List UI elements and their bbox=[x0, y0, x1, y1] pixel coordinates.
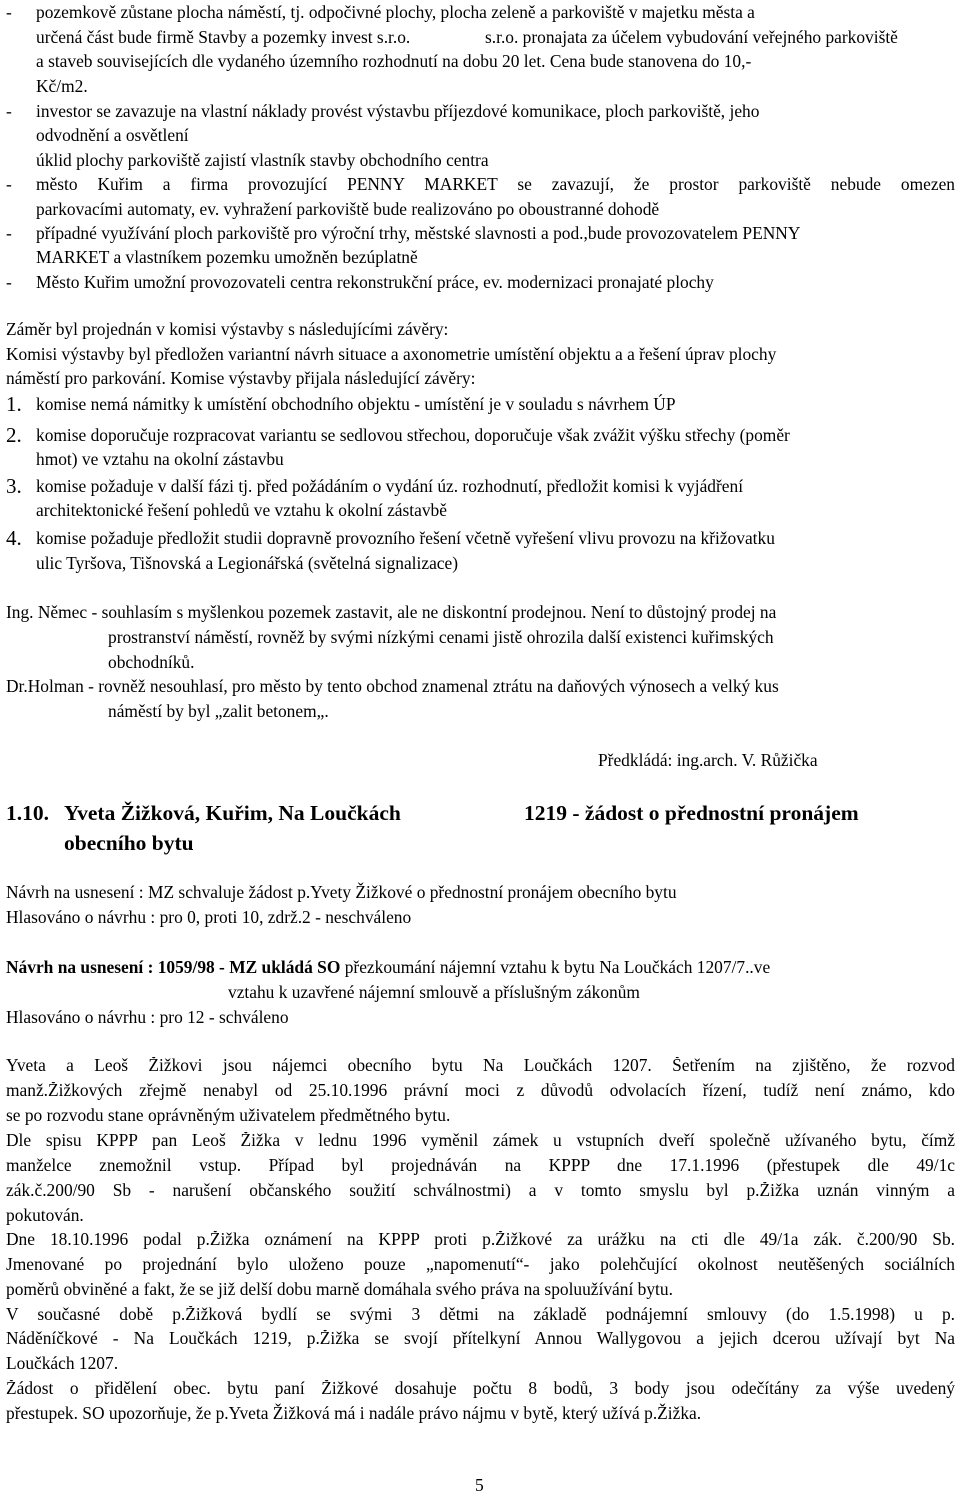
body-line: Jmenované po projednání bylo uloženo pouze „napomenutí“- jako polehčující okolnost neutěšených sociálních bbox=[6, 1256, 955, 1274]
statement-line: obchodníků. bbox=[108, 652, 195, 672]
list-number: 4. bbox=[6, 526, 22, 550]
statement-line: Dr.Holman - rovněž nesouhlasí, pro město by tento obchod znamenal ztrátu na daňových výnosech a velký kus bbox=[6, 676, 779, 696]
bullet-line: pozemkově zůstane plocha náměstí, tj. odpočivné plochy, plocha zeleně a parkoviště v majetku města a bbox=[36, 2, 755, 22]
list-item: ulic Tyršova, Tišnovská a Legionářská (světelná signalizace) bbox=[36, 553, 459, 573]
vote-result: Hlasováno o návrhu : pro 0, proti 10, zdrž.2 - neschváleno bbox=[6, 907, 412, 927]
bullet-line: odvodnění a osvětlení bbox=[36, 125, 189, 145]
bullet-line: město Kuřim a firma provozující PENNY MARKET se zavazují, že prostor parkoviště nebude omezen bbox=[36, 176, 955, 194]
body-line: manželce znemožnil vstup. Případ byl projednáván na KPPP dne 17.1.1996 (přestupek dle 49/1c bbox=[6, 1157, 955, 1175]
proposal-text: přezkoumání nájemní vztahu k bytu Na Loučkách 1207/7..ve bbox=[344, 957, 771, 977]
zamer-line: Záměr byl projednán v komisi výstavby s následujícími závěry: bbox=[6, 319, 449, 339]
body-line: zák.č.200/90 Sb - narušení občanského soužití schválnostmi) a v tomto smyslu byl p.Žižka uznán vinným a bbox=[6, 1182, 955, 1200]
bullet-dash: - bbox=[6, 174, 12, 194]
body-line: V současné době p.Žižková bydlí se svými 3 dětmi na základě podnájemní smlouvy (do 1.5.1998) u p. bbox=[6, 1306, 955, 1324]
body-line: Yveta a Leoš Žižkovi jsou nájemci obecního bytu Na Loučkách 1207. Šetřením na zjištěno, že rozvod bbox=[6, 1057, 955, 1075]
statement-line: Ing. Němec - souhlasím s myšlenkou pozemek zastavit, ale ne diskontní prodejnou. Není to důstojný prodej na bbox=[6, 602, 777, 622]
list-number: 2. bbox=[6, 423, 22, 447]
section-title-part2: 1219 - žádost o přednostní pronájem bbox=[524, 801, 859, 825]
predklada-signature: Předkládá: ing.arch. V. Růžička bbox=[598, 750, 818, 770]
list-number: 1. bbox=[6, 392, 22, 416]
body-line: pokutován. bbox=[6, 1205, 84, 1225]
bullet-line: MARKET a vlastníkem pozemku umožněn bezúplatně bbox=[36, 247, 418, 267]
bullet-line: parkovacími automaty, ev. vyhražení parkoviště bude realizováno po oboustranné dohodě bbox=[36, 199, 660, 219]
list-item: architektonické řešení pohledů ve vztahu k okolní zástavbě bbox=[36, 500, 447, 520]
bullet-line: Kč/m2. bbox=[36, 76, 88, 96]
section-number: 1.10. bbox=[6, 801, 49, 825]
statement-line: prostranství náměstí, rovněž by svými nízkými cenami jistě ohrozila další existenci kuřimských bbox=[108, 627, 774, 647]
body-line: Dne 18.10.1996 podal p.Žižka oznámení na KPPP proti p.Žižkové za urážku na cti dle 49/1a zák. č.200/90 Sb. bbox=[6, 1231, 955, 1249]
list-item: komise požaduje předložit studii dopravně provozního řešení včetně vyřešení vlivu provozu na křižovatku bbox=[36, 528, 775, 548]
bullet-dash: - bbox=[6, 272, 12, 292]
bullet-dash: - bbox=[6, 2, 12, 22]
list-number: 3. bbox=[6, 474, 22, 498]
body-line: manž.Žižkových zřejmě nenabyl od 25.10.1996 právní moci z důvodů odvolacích řízení, tudíž není známo, kdo bbox=[6, 1082, 955, 1100]
section-title-part1: Yveta Žižková, Kuřim, Na Loučkách bbox=[64, 801, 401, 825]
zamer-line: Komisi výstavby byl předložen variantní návrh situace a axonometrie umístění objektu a a řešení úprav plochy bbox=[6, 344, 777, 364]
vote-result: Hlasováno o návrhu : pro 12 - schváleno bbox=[6, 1007, 289, 1027]
proposal-line bbox=[6, 959, 770, 976]
bullet-dash: - bbox=[6, 223, 12, 243]
bullet-line: a staveb souvisejících dle vydaného územního rozhodnutí na dobu 20 let. Cena bude stanovena do 10,- bbox=[36, 51, 752, 71]
body-line: Loučkách 1207. bbox=[6, 1353, 119, 1373]
bullet-line: Město Kuřim umožní provozovateli centra rekonstrukční práce, ev. modernizaci pronajaté plochy bbox=[36, 272, 714, 292]
list-item: hmot) ve vztahu na okolní zástavbu bbox=[36, 449, 284, 469]
list-item: komise doporučuje rozpracovat variantu se sedlovou střechou, doporučuje však zvážit výšku střechy (poměr bbox=[36, 425, 790, 445]
body-line: Žádost o přidělení obec. bytu paní Žižkové dosahuje počtu 8 bodů, 3 body jsou odečítány za výše uvedený bbox=[6, 1380, 955, 1398]
bullet-line: s.r.o. pronajata za účelem vybudování veřejného parkoviště bbox=[485, 27, 898, 47]
body-line: se po rozvodu stane oprávněným uživatelem předmětného bytu. bbox=[6, 1105, 451, 1125]
zamer-line: náměstí pro parkování. Komise výstavby přijala následující závěry: bbox=[6, 368, 476, 388]
proposal-label: Návrh na usnesení : 1059/98 - MZ ukládá SO bbox=[6, 957, 341, 977]
proposal-line: Návrh na usnesení : MZ schvaluje žádost p.Yvety Žižkové o přednostní pronájem obecního bytu bbox=[6, 882, 677, 902]
bullet-line: investor se zavazuje na vlastní náklady provést výstavbu příjezdové komunikace, ploch parkoviště, jeho bbox=[36, 101, 760, 121]
body-line: poměrů obviněné a fakt, že se již delší dobu marně domáhala svého práva na spoluužívání bytu. bbox=[6, 1279, 673, 1299]
list-item: komise požaduje v další fázi tj. před požádáním o vydání úz. rozhodnutí, předložit komisi k vyjádření bbox=[36, 476, 744, 496]
body-line: Náděníčkové - Na Loučkách 1219, p.Žižka se svojí přítelkyní Annou Wallygovou a jejich dcerou užívají byt Na bbox=[6, 1330, 955, 1348]
section-title-line2: obecního bytu bbox=[64, 831, 194, 855]
bullet-line: úklid plochy parkoviště zajistí vlastník stavby obchodního centra bbox=[36, 150, 489, 170]
page-number: 5 bbox=[475, 1475, 484, 1495]
proposal-line: vztahu k uzavřené nájemní smlouvě a příslušným zákonům bbox=[228, 982, 640, 1002]
bullet-line: určená část bude firmě Stavby a pozemky invest s.r.o. bbox=[36, 27, 411, 47]
statement-line: náměstí by byl „zalit betonem„. bbox=[108, 701, 329, 721]
list-item: komise nemá námitky k umístění obchodního objektu - umístění je v souladu s návrhem ÚP bbox=[36, 394, 676, 414]
bullet-dash: - bbox=[6, 101, 12, 121]
body-line: Dle spisu KPPP pan Leoš Žižka v lednu 1996 vyměnil zámek u vstupních dveří společně užívaného bytu, čímž bbox=[6, 1132, 955, 1150]
bullet-line: případné využívání ploch parkoviště pro výroční trhy, městské slavnosti a pod.,bude provozovatelem PENNY bbox=[36, 223, 801, 243]
body-line: přestupek. SO upozorňuje, že p.Yveta Žižková má i nadále právo nájmu v bytě, který užívá p.Žižka. bbox=[6, 1403, 702, 1423]
